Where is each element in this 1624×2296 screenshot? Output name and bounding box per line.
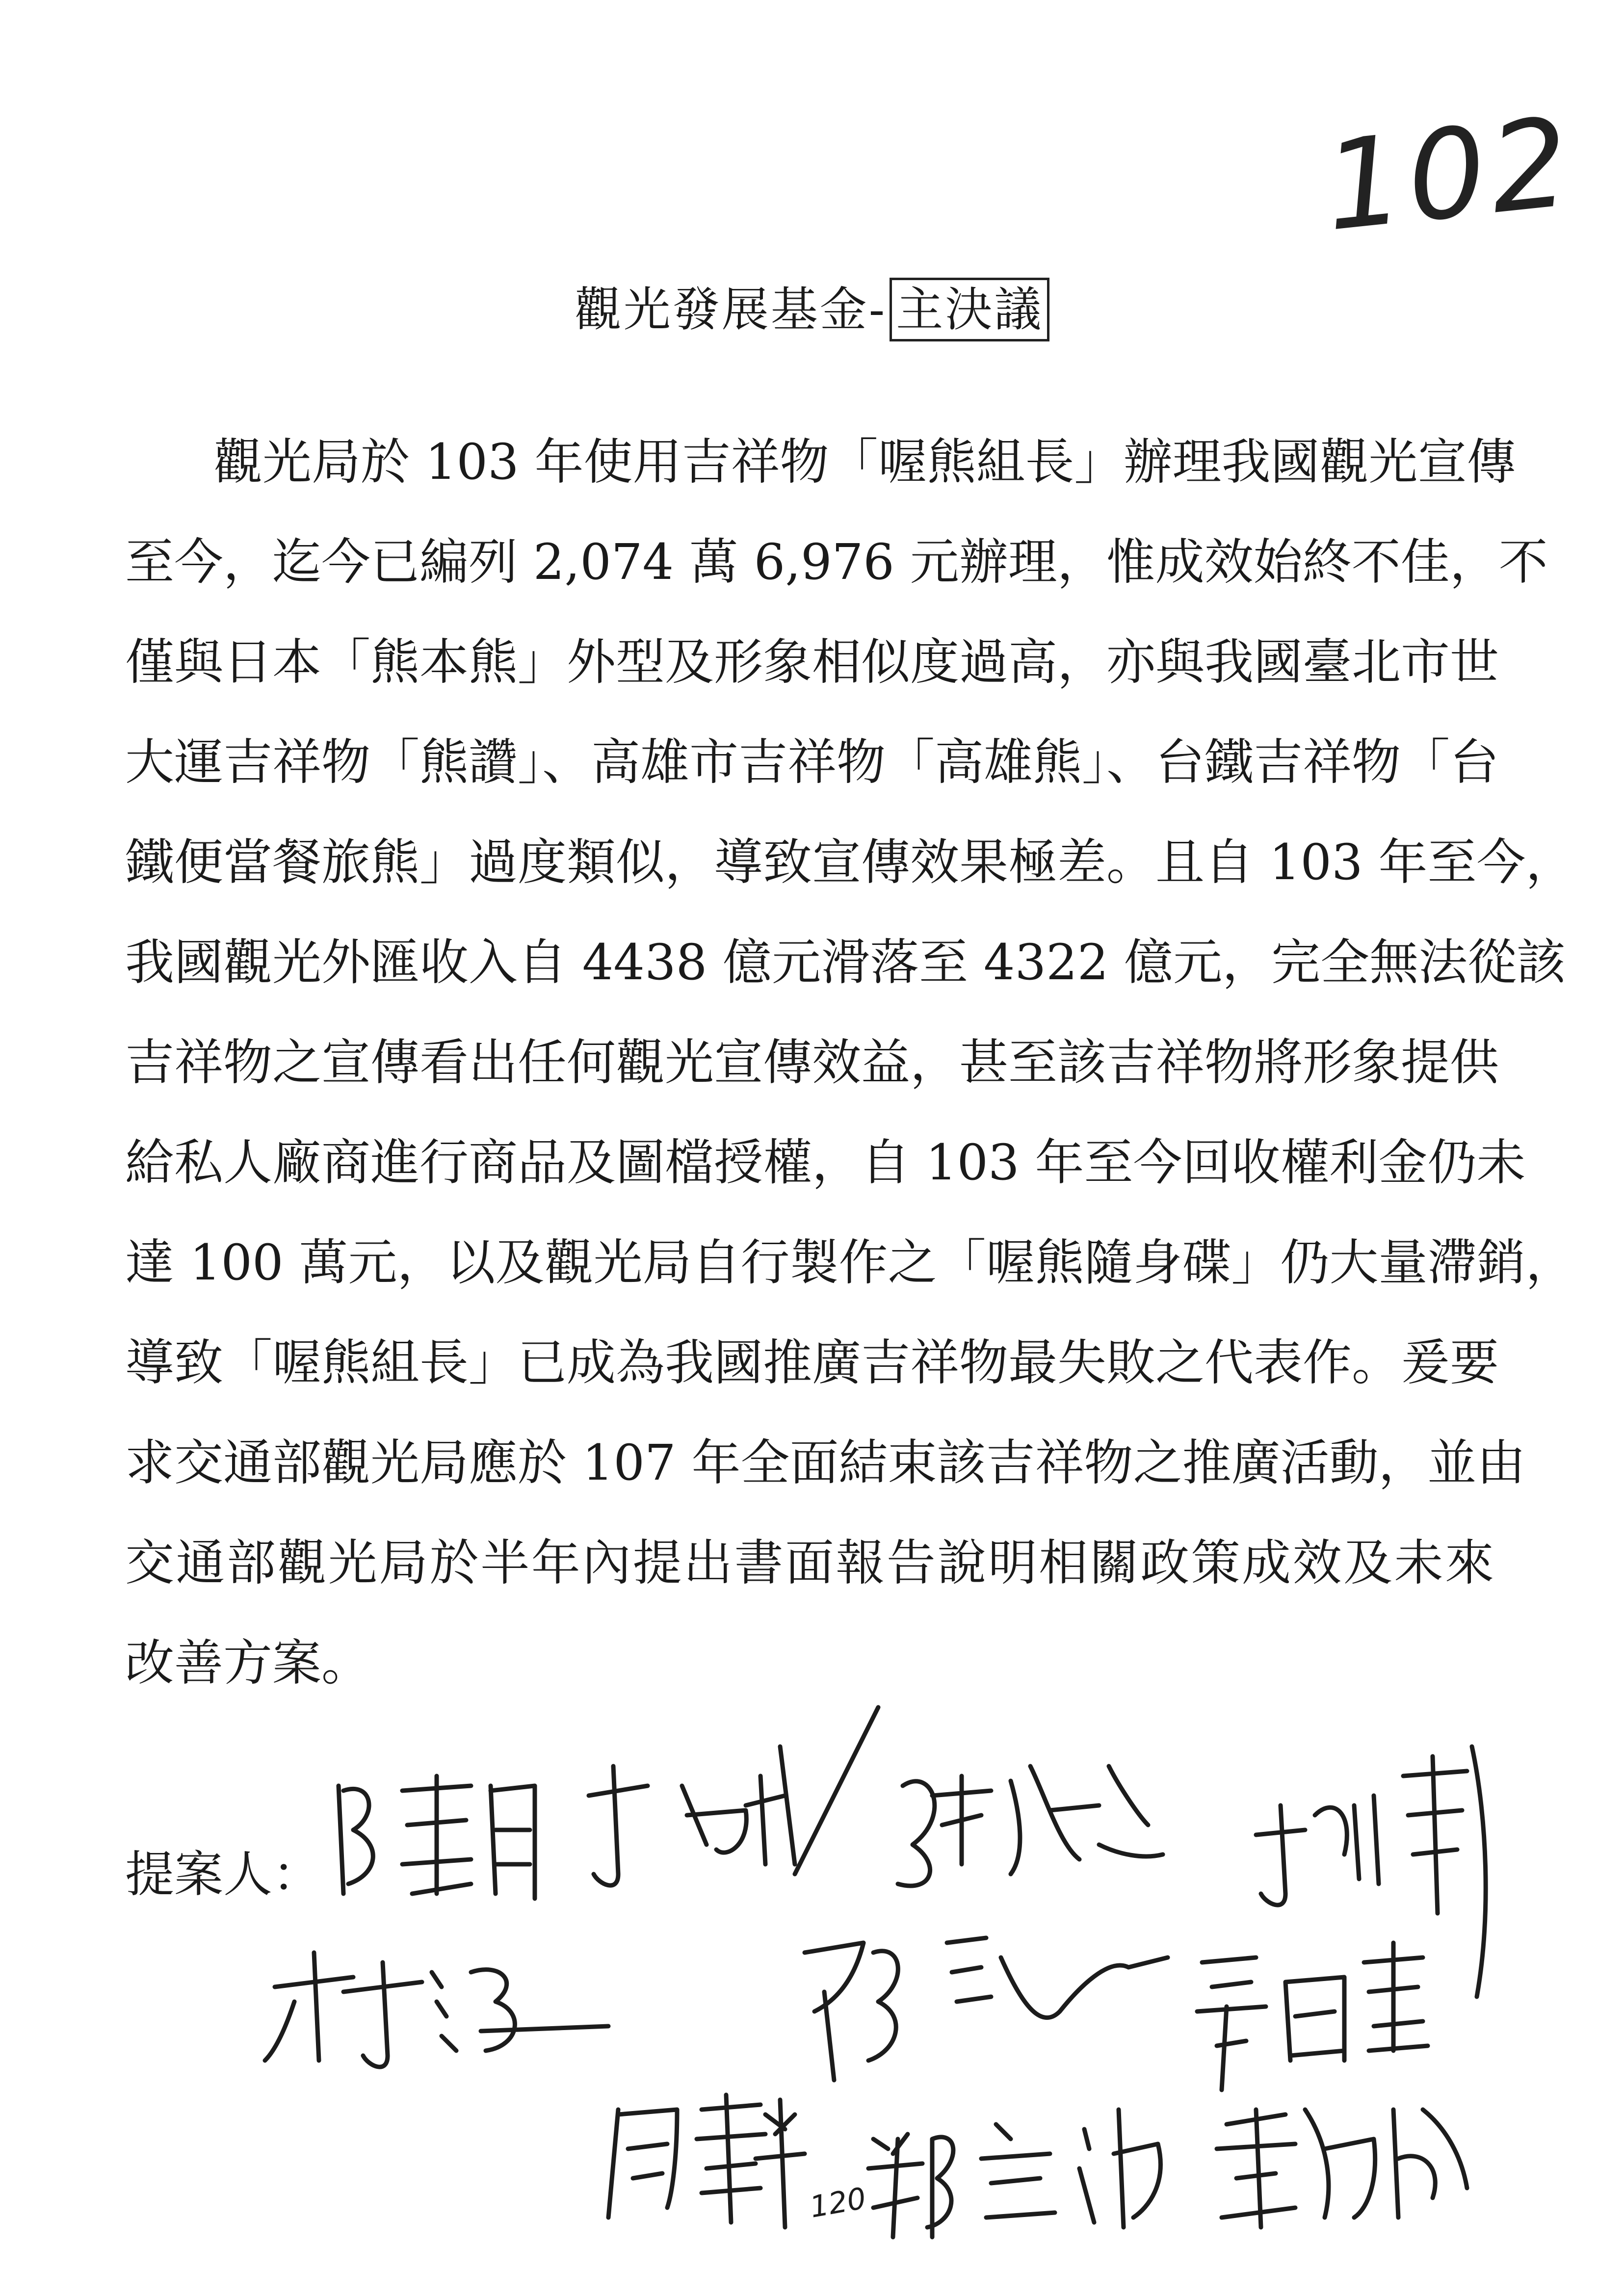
body-line: 達 100 萬元，以及觀光局自行製作之「喔熊隨身碟」仍大量滯銷， (125, 1234, 1575, 1291)
signature-3 (898, 1766, 1163, 1886)
body-line: 鐵便當餐旅熊」過度類似，導致宣傳效果極差。且自 103 年至今， (125, 834, 1575, 891)
signature-5 (265, 1953, 608, 2067)
body-line: 僅與日本「熊本熊」外型及形象相似度過高，亦與我國臺北市世 (125, 633, 1499, 691)
signature-1 (339, 1776, 535, 1899)
body-line: 導致「喔熊組長」已成為我國推廣吉祥物最失敗之代表作。爰要 (125, 1334, 1499, 1391)
signature-4 (1256, 1747, 1486, 1997)
signature-9 (868, 2110, 1160, 2237)
body-line: 求交通部觀光局應於 107 年全面結束該吉祥物之推廣活動，並由 (125, 1434, 1526, 1491)
body-line: 大運吉祥物「熊讚」、高雄市吉祥物「高雄熊」、台鐵吉祥物「台 (125, 733, 1499, 791)
signature-10 (1217, 2110, 1467, 2227)
signature-8 (608, 2095, 805, 2227)
page-number: 102 (1318, 90, 1581, 259)
body-line: 交通部觀光局於半年內提出書面報告說明相關政策成效及未來 (125, 1534, 1494, 1592)
signature-6 (805, 1938, 1168, 2080)
body-line: 吉祥物之宣傳看出任何觀光宣傳效益，甚至該吉祥物將形象提供 (125, 1034, 1499, 1091)
body-line: 觀光局於 103 年使用吉祥物「喔熊組長」辦理我國觀光宣傳 (213, 433, 1516, 491)
body-line: 改善方案。 (125, 1634, 370, 1692)
body-line: 至今，迄今已編列 2,074 萬 6,976 元辦理，惟成效始終不佳，不 (125, 533, 1548, 591)
title-main: 觀光發展基金- (574, 282, 887, 337)
body-line: 給私人廠商進行商品及圖檔授權，自 103 年至今回收權利金仍未 (125, 1134, 1526, 1191)
body-line: 我國觀光外匯收入自 4438 億元滑落至 4322 億元，完全無法從該 (125, 934, 1566, 991)
signature-2 (589, 1707, 878, 1885)
signature-annotation: 120 (807, 2181, 869, 2225)
proposer-label: 提案人： (125, 1846, 321, 1903)
title-boxed-label: 主決議 (890, 278, 1049, 341)
signature-7 (1197, 1943, 1428, 2090)
